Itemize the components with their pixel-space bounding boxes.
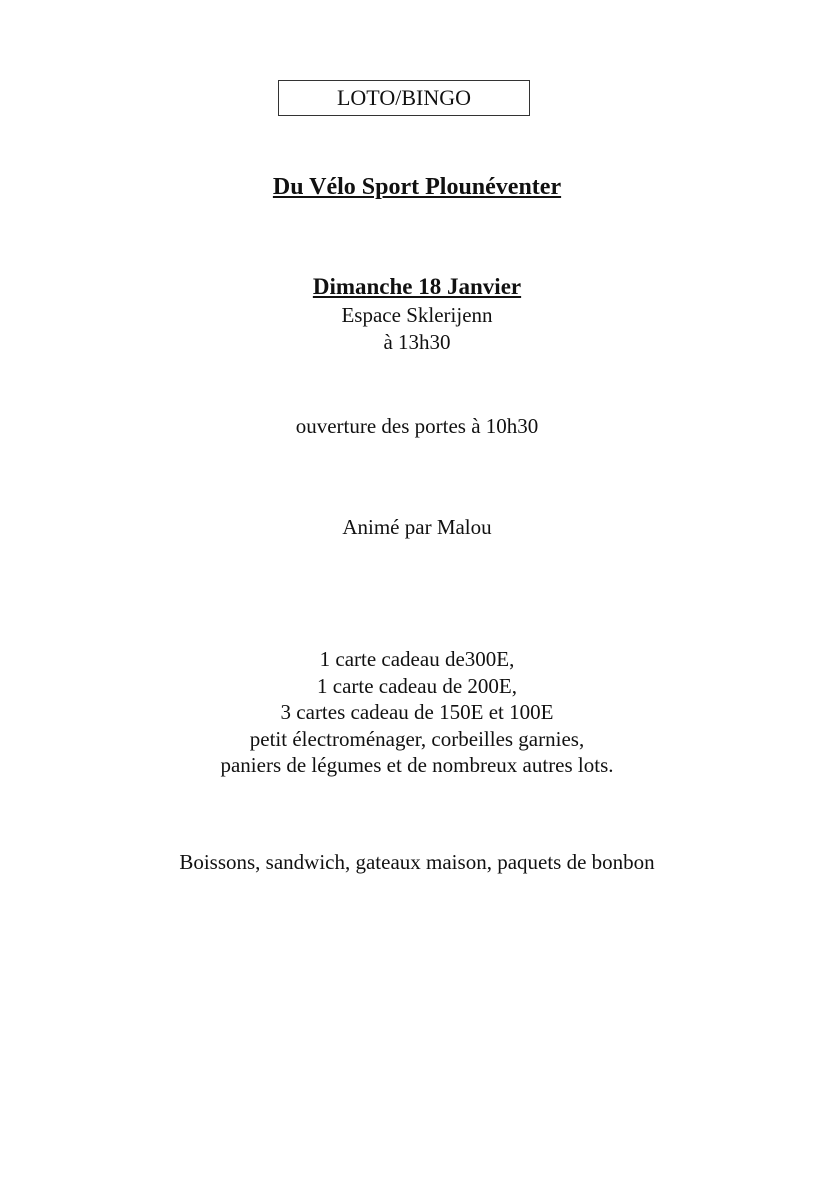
- event-start-time: à 13h30: [383, 330, 451, 354]
- event-date-heading: Dimanche 18 Janvier: [312, 274, 522, 299]
- event-venue: Espace Sklerijenn: [341, 303, 493, 327]
- prize-item: 3 cartes cadeau de 150E et 100E: [280, 700, 554, 724]
- prize-item: petit électroménager, corbeilles garnies,: [249, 726, 585, 751]
- refreshments-text: Boissons, sandwich, gateaux maison, paquets de bonbon: [179, 850, 655, 874]
- prize-list: [0, 646, 834, 779]
- event-type-box: [278, 80, 530, 116]
- prize-item: 1 carte cadeau de300E,: [319, 647, 515, 671]
- event-type-label: LOTO/BINGO: [336, 85, 472, 110]
- prize-item: paniers de légumes et de nombreux autres lots.: [220, 753, 614, 777]
- doors-open-text: ouverture des portes à 10h30: [295, 414, 539, 438]
- organizer-heading: Du Vélo Sport Plounéventer: [272, 174, 562, 200]
- prize-item: 1 carte cadeau de 200E,: [317, 673, 517, 698]
- host-text: Animé par Malou: [342, 515, 492, 539]
